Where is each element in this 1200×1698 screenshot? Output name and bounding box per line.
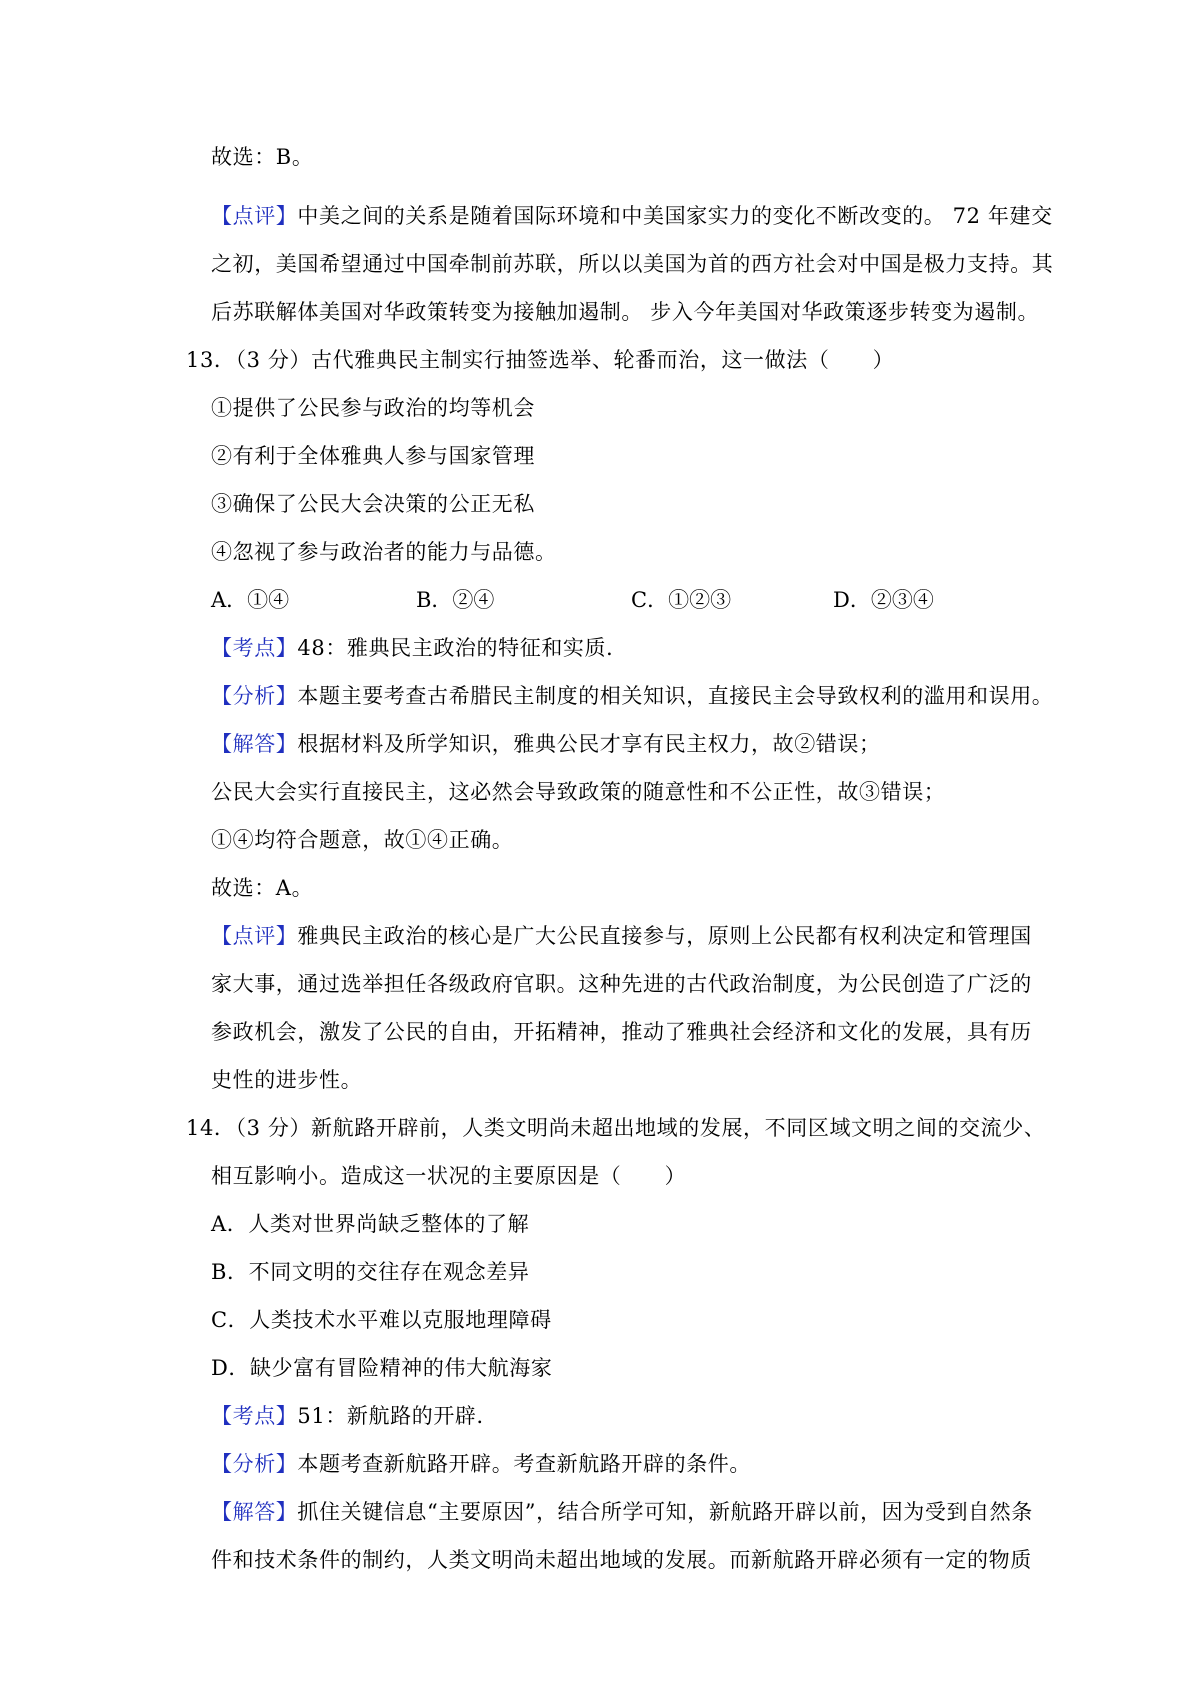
q14-answer-line-2: 件和技术条件的制约，人类文明尚未超出地域的发展。而新航路开辟必须有一定的物质 xyxy=(211,1548,1032,1572)
q14-option-d: D．缺少富有冒险精神的伟大航海家 xyxy=(211,1356,553,1380)
q13-review-line-3: 参政机会，激发了公民的自由，开拓精神，推动了雅典社会经济和文化的发展，具有历 xyxy=(211,1020,1032,1044)
q13-item-2: ②有利于全体雅典人参与国家管理 xyxy=(211,444,535,468)
q13-review xyxy=(211,921,1032,951)
point-tag: 【考点】 xyxy=(211,636,298,660)
q13-option-d: D．②③④ xyxy=(833,588,934,612)
q13-options xyxy=(211,585,1011,615)
q13-option-b: B．②④ xyxy=(416,588,495,612)
q13-review-line-4: 史性的进步性。 xyxy=(211,1068,363,1092)
q13-analysis-text: 本题主要考查古希腊民主制度的相关知识，直接民主会导致权利的滥用和误用。 xyxy=(297,684,1054,708)
analysis-tag: 【分析】 xyxy=(211,684,298,708)
q14-answer-line-1: 抓住关键信息“主要原因”，结合所学可知，新航路开辟以前，因为受到自然条 xyxy=(297,1500,1033,1524)
answer-tag: 【解答】 xyxy=(211,1500,298,1524)
review-tag: 【点评】 xyxy=(211,204,298,228)
q13-stem: 13．（3 分）古代雅典民主制实行抽签选举、轮番而治，这一做法（ ） xyxy=(186,348,895,372)
q13-choose: 故选：A。 xyxy=(211,876,314,900)
q13-review-line-1: 雅典民主政治的核心是广大公民直接参与，原则上公民都有权利决定和管理国 xyxy=(297,924,1032,948)
q13-review-line-2: 家大事，通过选举担任各级政府官职。这种先进的古代政治制度，为公民创造了广泛的 xyxy=(211,972,1032,996)
q14-point xyxy=(211,1401,498,1431)
q14-analysis xyxy=(211,1449,751,1479)
q13-point-text: 48：雅典民主政治的特征和实质． xyxy=(297,636,628,660)
review-tag: 【点评】 xyxy=(211,924,298,948)
analysis-tag: 【分析】 xyxy=(211,1452,298,1476)
answer-tag: 【解答】 xyxy=(211,732,298,756)
q13-answer-line-3: ①④均符合题意，故①④正确。 xyxy=(211,828,514,852)
q14-option-b: B．不同文明的交往存在观念差异 xyxy=(211,1260,530,1284)
q13-answer-line-2: 公民大会实行直接民主，这必然会导致政策的随意性和不公正性，故③错误； xyxy=(211,780,946,804)
q14-answer xyxy=(211,1497,1033,1527)
q13-item-3: ③确保了公民大会决策的公正无私 xyxy=(211,492,535,516)
q14-analysis-text: 本题考查新航路开辟。考查新航路开辟的条件。 xyxy=(297,1452,752,1476)
q12-review-line-1: 中美之间的关系是随着国际环境和中美国家实力的变化不断改变的。 72 年建交 xyxy=(297,204,1053,228)
q13-answer xyxy=(211,729,881,759)
q13-analysis xyxy=(211,681,1053,711)
q13-item-4: ④忽视了参与政治者的能力与品德。 xyxy=(211,540,557,564)
q12-choose: 故选：B。 xyxy=(211,145,314,169)
q14-option-a: A．人类对世界尚缺乏整体的了解 xyxy=(211,1212,530,1236)
q14-option-c: C．人类技术水平难以克服地理障碍 xyxy=(211,1308,552,1332)
q13-option-c: C．①②③ xyxy=(631,588,732,612)
q12-review-line-2: 之初，美国希望通过中国牵制前苏联，所以以美国为首的西方社会对中国是极力支持。其 xyxy=(211,252,1054,276)
q12-review-line-3: 后苏联解体美国对华政策转变为接触加遏制。 步入今年美国对华政策逐步转变为遏制。 xyxy=(211,300,1040,324)
q14-stem-line-2: 相互影响小。造成这一状况的主要原因是（ ） xyxy=(211,1164,687,1188)
point-tag: 【考点】 xyxy=(211,1404,298,1428)
q13-point xyxy=(211,633,628,663)
q14-point-text: 51：新航路的开辟． xyxy=(297,1404,499,1428)
q13-option-a: A．①④ xyxy=(211,588,290,612)
q13-answer-line-1: 根据材料及所学知识，雅典公民才享有民主权力，故②错误； xyxy=(297,732,881,756)
q12-review xyxy=(211,201,1053,231)
q13-item-1: ①提供了公民参与政治的均等机会 xyxy=(211,396,535,420)
q14-stem-line-1: 14．（3 分）新航路开辟前，人类文明尚未超出地域的发展，不同区域文明之间的交流少、 xyxy=(186,1116,1046,1140)
